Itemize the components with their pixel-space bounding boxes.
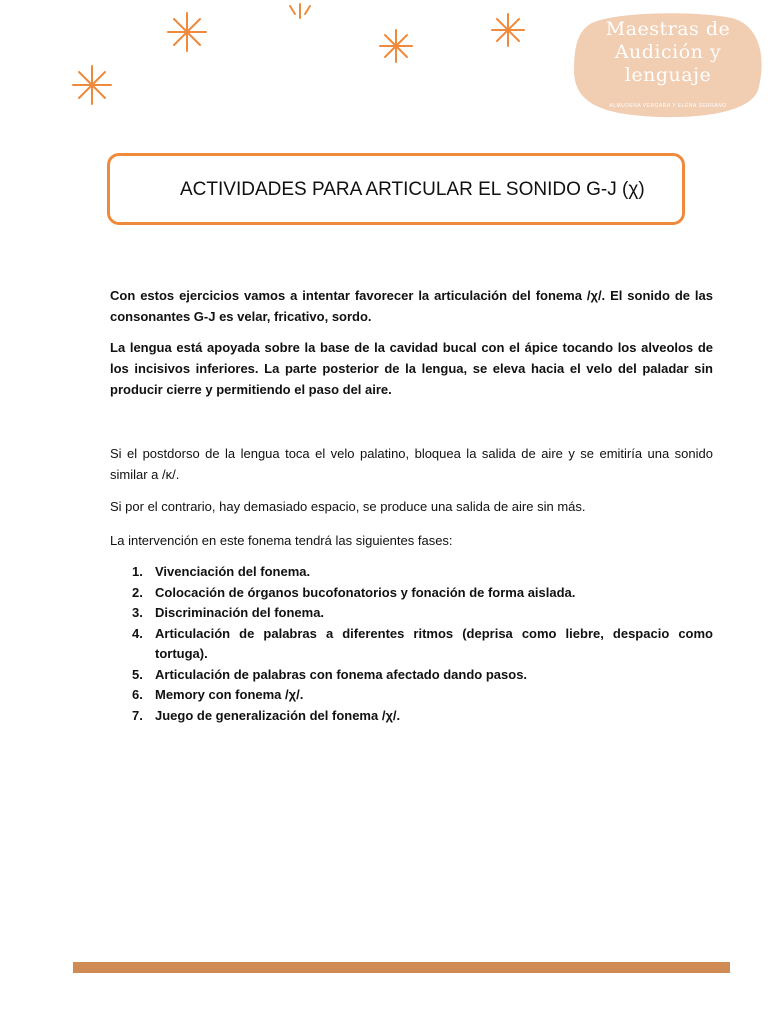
list-item-number: 5. (132, 666, 143, 682)
phases-intro-paragraph: La intervención en este fonema tendrá las siguientes fases: (110, 533, 453, 548)
list-item-number: 7. (132, 707, 143, 723)
list-item-number: 3. (132, 605, 143, 620)
page-title: ACTIVIDADES PARA ARTICULAR EL SONIDO G-J (χ) (180, 179, 645, 200)
list-item-number: 6. (132, 687, 143, 702)
asterisk-star-icon (165, 10, 209, 54)
intro-paragraph: Con estos ejercicios vamos a intentar favorecer la articulación del fonema /χ/. El sonido de las consonantes G-J es velar, fricativo, sordo. (110, 288, 713, 324)
list-item-text: Vivenciación del fonema. (155, 564, 311, 579)
list-item-text: Juego de generalización del fonema /χ/. (155, 707, 401, 723)
list-item-number: 1. (132, 564, 143, 579)
footer-bar (73, 962, 730, 973)
logo-line-2: Audición y (614, 41, 722, 63)
list-item (110, 624, 713, 665)
phase-list (110, 562, 713, 726)
asterisk-star-icon (70, 63, 114, 107)
list-item-text: Memory con fonema /χ/. (155, 687, 304, 702)
list-item-text: Discriminación del fonema. (155, 605, 325, 620)
asterisk-star-icon (490, 12, 526, 48)
list-item-number: 4. (132, 625, 143, 641)
asterisk-star-icon (286, 0, 314, 20)
list-item-text: Colocación de órganos bucofonatorios y fonación de forma aislada. (155, 584, 576, 600)
logo-line-3: lenguaje (624, 64, 712, 86)
tongue-position-paragraph: La lengua está apoyada sobre la base de la cavidad bucal con el ápice tocando los alveolos de los incisivos inferiores. La parte posterior de la lengua, se eleva hacia el velo del paladar sin producir cierre y permitiendo el paso del aire. (110, 340, 713, 397)
list-item (110, 583, 713, 604)
logo (578, 18, 758, 87)
list-item (110, 706, 713, 727)
title-box (107, 153, 685, 225)
logo-line-1: Maestras de (605, 18, 731, 40)
list-item (110, 685, 713, 706)
postdorsum-paragraph: Si el postdorso de la lengua toca el velo palatino, bloquea la salida de aire y se emitiría una sonido similar a /ĸ/. (110, 446, 713, 482)
list-item (110, 603, 713, 624)
list-item (110, 562, 713, 583)
list-item-number: 2. (132, 584, 143, 600)
document-body (110, 285, 713, 726)
asterisk-star-icon (378, 28, 414, 64)
logo-authors: ALMUDENA VERGARA Y ELENA SERRANO (609, 103, 727, 109)
list-item (110, 665, 713, 686)
list-item-text: Articulación de palabras a diferentes ritmos (deprisa como liebre, despacio como tortuga). (155, 625, 713, 661)
space-paragraph: Si por el contrario, hay demasiado espacio, se produce una salida de aire sin más. (110, 499, 586, 514)
list-item-text: Articulación de palabras con fonema afectado dando pasos. (155, 666, 528, 682)
